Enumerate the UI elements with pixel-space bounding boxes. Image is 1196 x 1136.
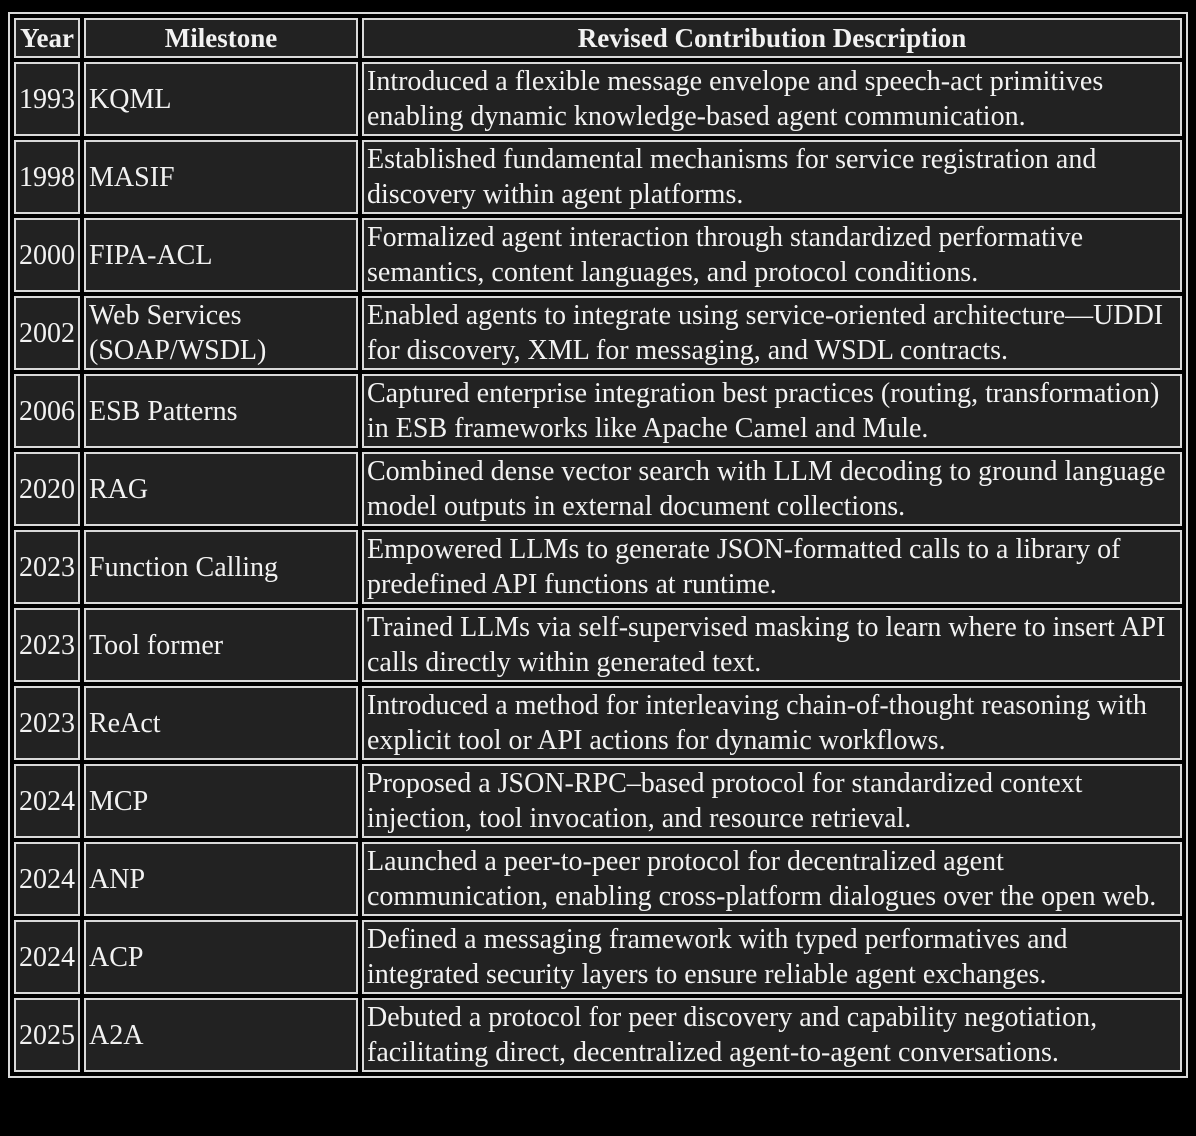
year-cell: 2023 — [14, 686, 80, 760]
table-row — [14, 374, 1182, 448]
milestones-table — [8, 12, 1188, 1078]
description-cell: Formalized agent interaction through standardized performative semantics, content languages, and protocol conditions. — [362, 218, 1182, 292]
milestone-cell: RAG — [84, 452, 358, 526]
description-cell: Debuted a protocol for peer discovery and capability negotiation, facilitating direct, decentralized agent-to-agent conversations. — [362, 998, 1182, 1072]
year-cell: 2023 — [14, 608, 80, 682]
milestone-cell: MCP — [84, 764, 358, 838]
table-row — [14, 842, 1182, 916]
table-row — [14, 530, 1182, 604]
milestone-cell: A2A — [84, 998, 358, 1072]
year-cell: 2024 — [14, 842, 80, 916]
table-row — [14, 686, 1182, 760]
milestone-cell: ReAct — [84, 686, 358, 760]
description-cell: Introduced a flexible message envelope and speech-act primitives enabling dynamic knowledge-based agent communication. — [362, 62, 1182, 136]
description-cell: Established fundamental mechanisms for service registration and discovery within agent platforms. — [362, 140, 1182, 214]
milestone-cell: ACP — [84, 920, 358, 994]
table-row — [14, 998, 1182, 1072]
milestone-cell: MASIF — [84, 140, 358, 214]
description-cell: Enabled agents to integrate using service-oriented architecture—UDDI for discovery, XML for messaging, and WSDL contracts. — [362, 296, 1182, 370]
year-cell: 2025 — [14, 998, 80, 1072]
table-row — [14, 218, 1182, 292]
description-cell: Captured enterprise integration best practices (routing, transformation) in ESB frameworks like Apache Camel and Mule. — [362, 374, 1182, 448]
description-cell: Combined dense vector search with LLM decoding to ground language model outputs in external document collections. — [362, 452, 1182, 526]
milestone-cell: Function Calling — [84, 530, 358, 604]
table-row — [14, 62, 1182, 136]
description-cell: Empowered LLMs to generate JSON-formatted calls to a library of predefined API functions at runtime. — [362, 530, 1182, 604]
table-header — [14, 18, 1182, 58]
milestone-cell: KQML — [84, 62, 358, 136]
header-year: Year — [14, 18, 80, 58]
milestone-cell: FIPA-ACL — [84, 218, 358, 292]
year-cell: 2020 — [14, 452, 80, 526]
table-row — [14, 296, 1182, 370]
year-cell: 1993 — [14, 62, 80, 136]
description-cell: Proposed a JSON-RPC–based protocol for standardized context injection, tool invocation, and resource retrieval. — [362, 764, 1182, 838]
year-cell: 2006 — [14, 374, 80, 448]
table-row — [14, 764, 1182, 838]
table-row — [14, 452, 1182, 526]
table-row — [14, 920, 1182, 994]
description-cell: Launched a peer-to-peer protocol for decentralized agent communication, enabling cross-platform dialogues over the open web. — [362, 842, 1182, 916]
table-row — [14, 608, 1182, 682]
description-cell: Trained LLMs via self-supervised masking to learn where to insert API calls directly within generated text. — [362, 608, 1182, 682]
year-cell: 2000 — [14, 218, 80, 292]
year-cell: 2023 — [14, 530, 80, 604]
description-cell: Defined a messaging framework with typed performatives and integrated security layers to ensure reliable agent exchanges. — [362, 920, 1182, 994]
milestone-cell: Web Services (SOAP/WSDL) — [84, 296, 358, 370]
header-row — [14, 18, 1182, 58]
milestone-cell: ESB Patterns — [84, 374, 358, 448]
milestone-cell: Tool former — [84, 608, 358, 682]
table-body — [14, 62, 1182, 1072]
header-milestone: Milestone — [84, 18, 358, 58]
header-description: Revised Contribution Description — [362, 18, 1182, 58]
description-cell: Introduced a method for interleaving chain-of-thought reasoning with explicit tool or API actions for dynamic workflows. — [362, 686, 1182, 760]
table-row — [14, 140, 1182, 214]
year-cell: 1998 — [14, 140, 80, 214]
year-cell: 2024 — [14, 764, 80, 838]
year-cell: 2002 — [14, 296, 80, 370]
year-cell: 2024 — [14, 920, 80, 994]
milestone-cell: ANP — [84, 842, 358, 916]
